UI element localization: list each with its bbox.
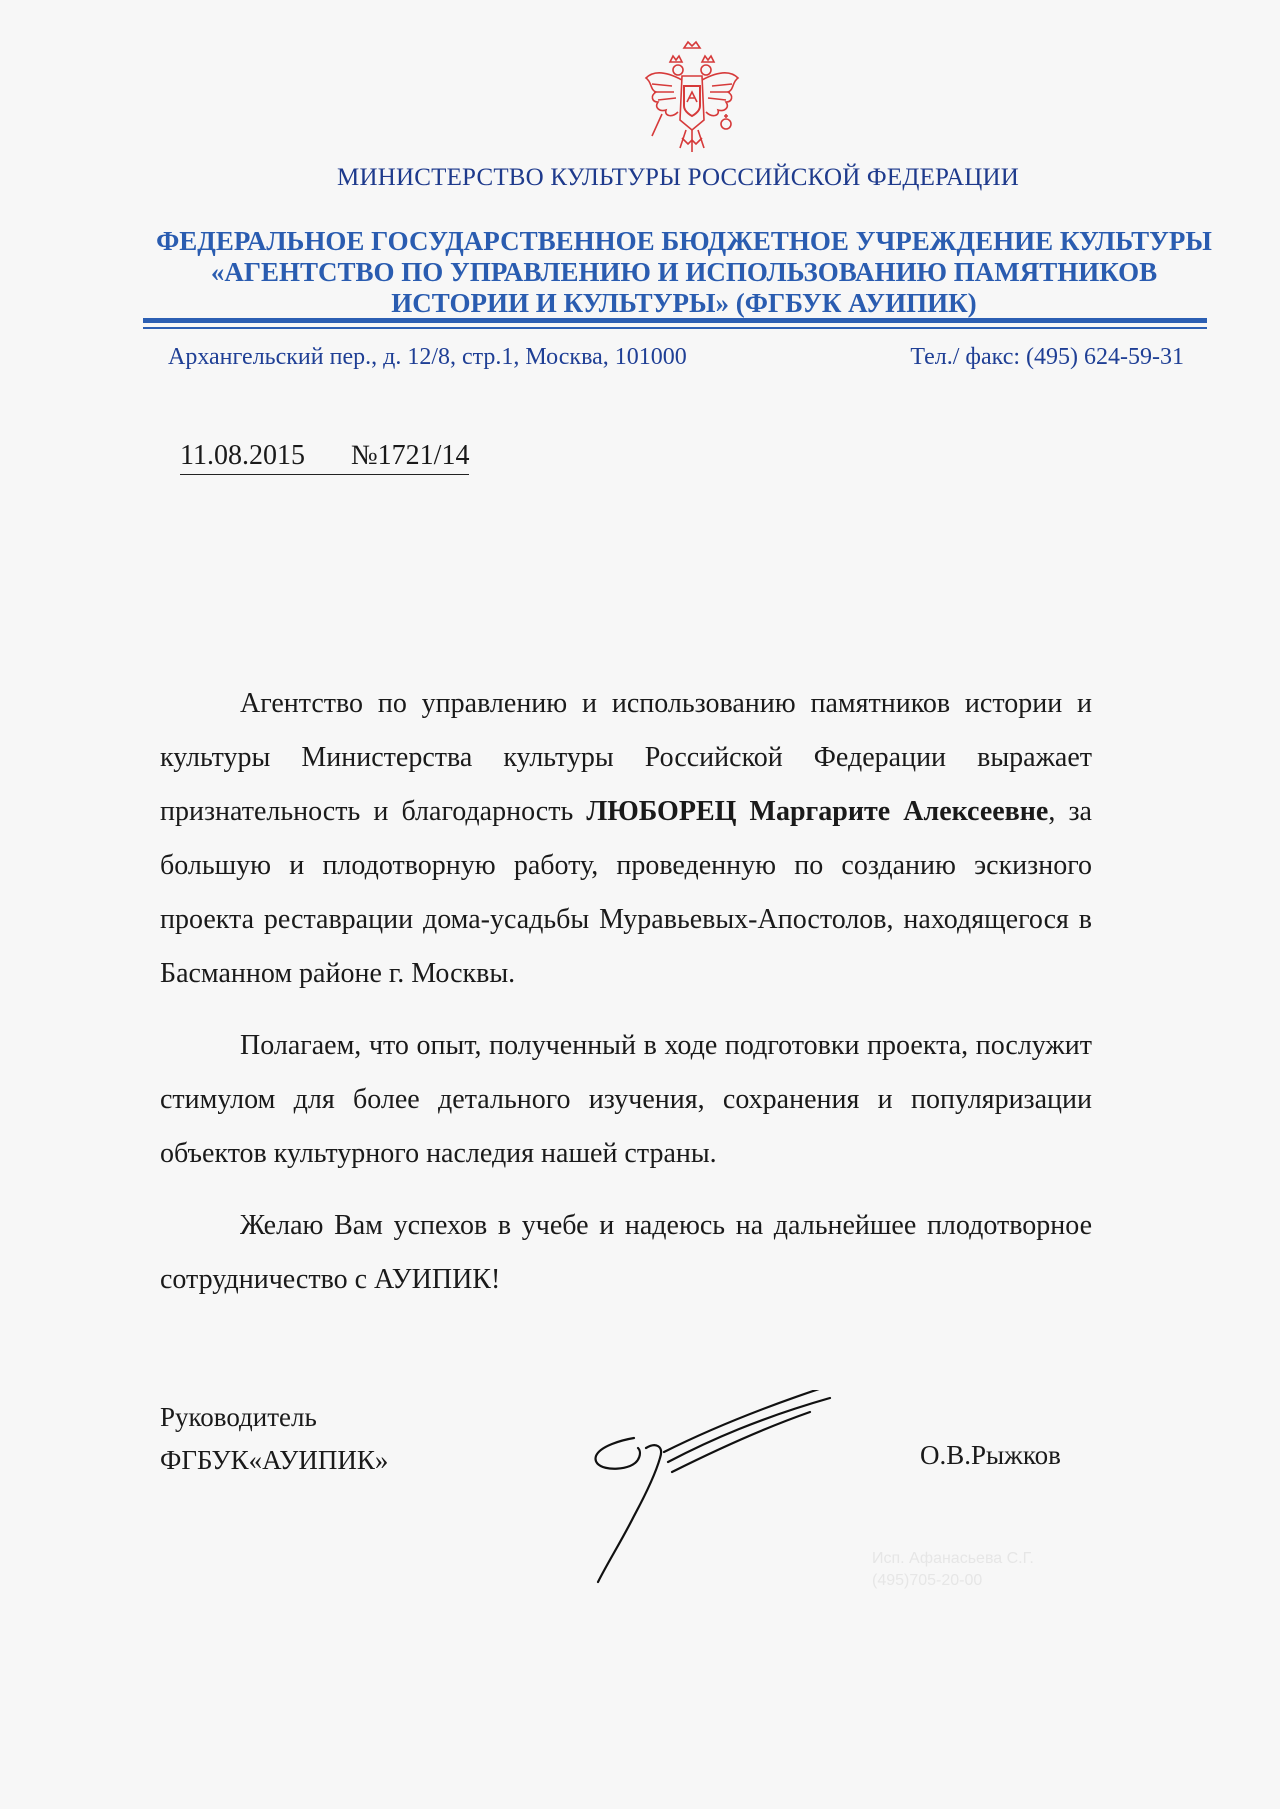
agency-name-line: «АГЕНТСТВО ПО УПРАВЛЕНИЮ И ИСПОЛЬЗОВАНИЮ ПАМЯТНИКОВ <box>210 257 1158 287</box>
paragraph-wishes: Желаю Вам успехов в учебе и надеюсь на дальнейшее плодотворное сотрудничество с АУИПИК! <box>160 1210 1092 1295</box>
signatory-name: О.В.Рыжков <box>920 1440 1061 1470</box>
agency-name <box>130 226 1238 319</box>
recipient-name: ЛЮБОРЕЦ Маргарите Алексеевне <box>586 796 1049 827</box>
paragraph-text: , за большую и плодотворную работу, проведенную по созданию эскизного проекта реставрации дома-усадьбы Муравьевых-Апостолов, находящегося в Басманном районе г. Москвы. <box>160 796 1092 989</box>
agency-address: Архангельский пер., д. 12/8, стр.1, Москва, 101000 <box>168 344 687 370</box>
faint-executor-stamp <box>872 1548 1034 1592</box>
executor-name: Исп. Афанасьева С.Г. <box>872 1550 1034 1567</box>
letter-number: №1721/14 <box>350 440 470 471</box>
paragraph-text: Агентство по управлению и использованию памятников истории и культуры Министерства культуры Российской Федерации выражает признательность и благодарность <box>160 688 1092 827</box>
registration-line <box>180 440 469 475</box>
header-divider-thin <box>143 327 1207 329</box>
letter-date: 11.08.2015 <box>180 440 305 471</box>
header-divider <box>143 318 1207 323</box>
paragraph-gratitude <box>160 677 1092 1001</box>
handwritten-signature <box>560 1390 850 1600</box>
russian-coat-of-arms-icon <box>642 40 742 158</box>
ministry-name: МИНИСТЕРСТВО КУЛЬТУРЫ РОССИЙСКОЙ ФЕДЕРАЦИИ <box>337 164 1019 191</box>
letter-body <box>160 677 1092 1325</box>
agency-name-line: ФЕДЕРАЛЬНОЕ ГОСУДАРСТВЕННОЕ БЮДЖЕТНОЕ УЧРЕЖДЕНИЕ КУЛЬТУРЫ <box>156 226 1212 256</box>
agency-name-line: ИСТОРИИ И КУЛЬТУРЫ» (ФГБУК АУИПИК) <box>391 288 977 318</box>
agency-phone: Тел./ факс: (495) 624-59-31 <box>910 344 1184 370</box>
signatory-organization: ФГБУК«АУИПИК» <box>160 1445 389 1475</box>
signatory-position: Руководитель <box>160 1402 317 1432</box>
paragraph-experience: Полагаем, что опыт, полученный в ходе подготовки проекта, послужит стимулом для более детального изучения, сохранения и популяризации объектов культурного наследия нашей страны. <box>160 1030 1092 1169</box>
executor-phone: (495)705-20-00 <box>872 1572 983 1589</box>
signatory-title <box>160 1396 388 1482</box>
